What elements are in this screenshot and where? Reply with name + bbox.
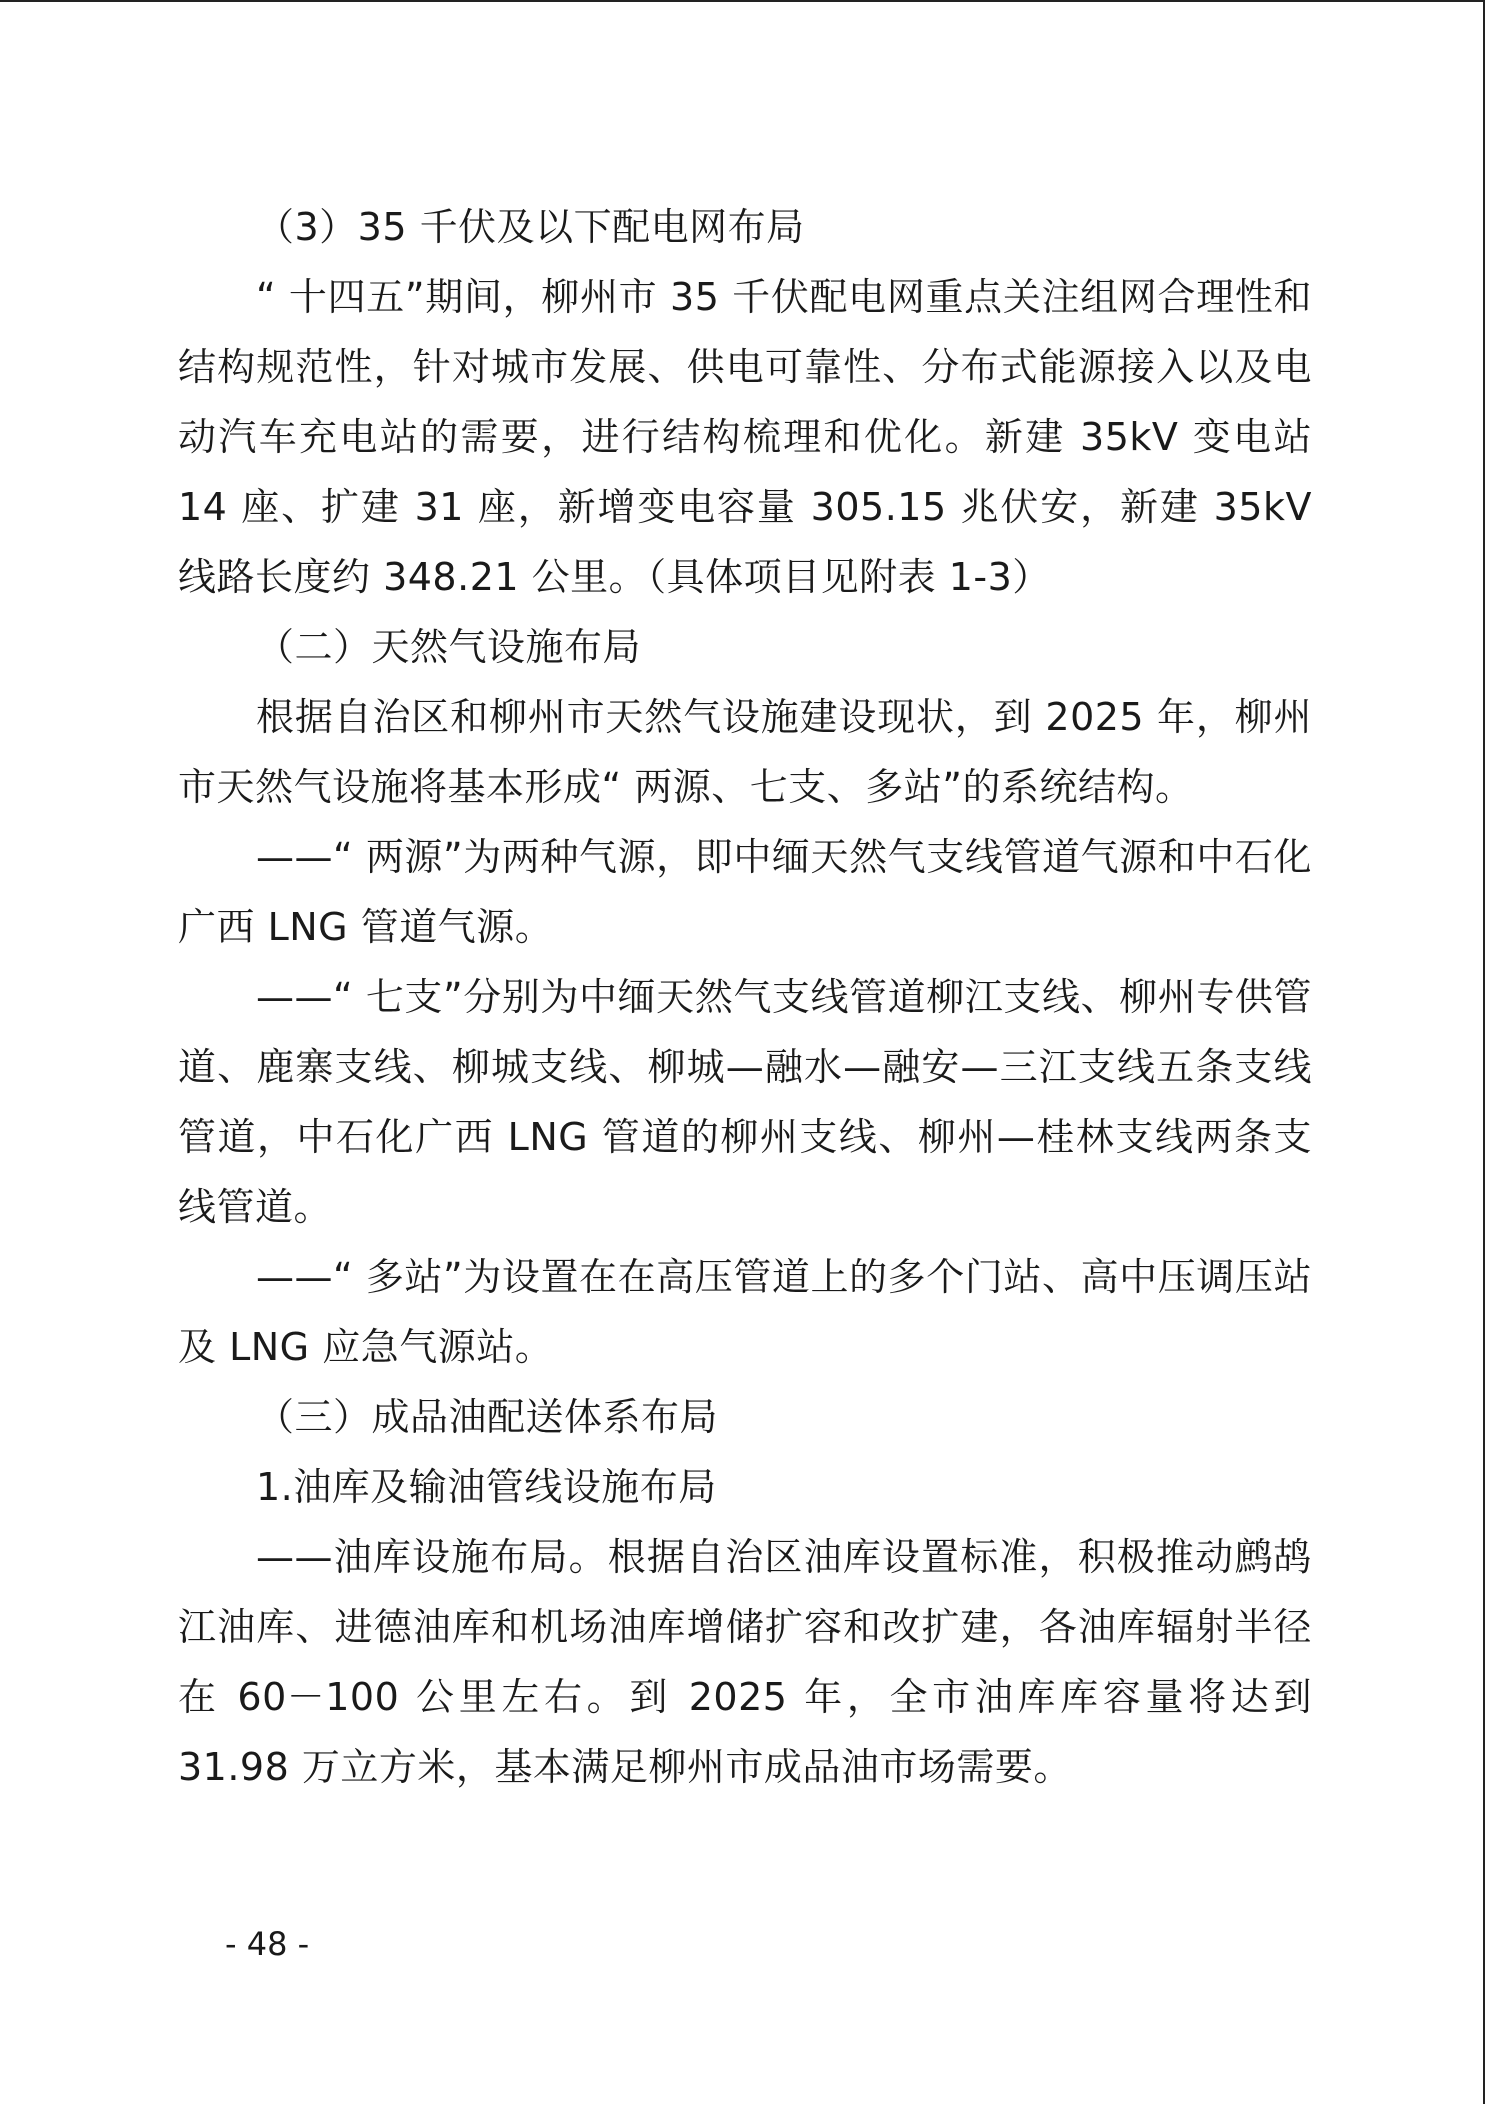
paragraph-multiple-stations: ——“ 多站”为设置在在高压管道上的多个门站、高中压调压站及 LNG 应急气源站。	[178, 1255, 1312, 1369]
heading-refined-oil-distribution: （三）成品油配送体系布局	[256, 1395, 719, 1439]
heading-35kv-distribution-layout: （3）35 千伏及以下配电网布局	[256, 205, 805, 249]
paragraph-natural-gas-overview: 根据自治区和柳州市天然气设施建设现状，到 2025 年，柳州市天然气设施将基本形成“ 两源、七支、多站”的系统结构。	[178, 695, 1312, 809]
paragraph-oil-depot-layout: ——油库设施布局。根据自治区油库设置标准，积极推动鹧鸪江油库、进德油库和机场油库增储扩容和改扩建，各油库辐射半径在 60－100 公里左右。到 2025 年，全市油库库容量将达到 31.98 万立方米，基本满足柳州市成品油市场需要。	[178, 1535, 1312, 1789]
document-body	[178, 192, 1312, 1802]
page-number: - 48 -	[225, 1925, 310, 1963]
paragraph-two-sources: ——“ 两源”为两种气源，即中缅天然气支线管道气源和中石化广西 LNG 管道气源。	[178, 835, 1312, 949]
paragraph-35kv-plan: “ 十四五”期间，柳州市 35 千伏配电网重点关注组网合理性和结构规范性，针对城市发展、供电可靠性、分布式能源接入以及电动汽车充电站的需要，进行结构梳理和优化。新建 35kV 变电站 14 座、扩建 31 座，新增变电容量 305.15 兆伏安，新建 35kV 线路长度约 348.21 公里。（具体项目见附表 1-3）	[178, 275, 1312, 599]
heading-oil-depot-pipeline: 1.油库及输油管线设施布局	[256, 1465, 717, 1509]
heading-natural-gas-layout: （二）天然气设施布局	[256, 625, 642, 669]
paragraph-seven-branches: ——“ 七支”分别为中缅天然气支线管道柳江支线、柳州专供管道、鹿寨支线、柳城支线、柳城—融水—融安—三江支线五条支线管道，中石化广西 LNG 管道的柳州支线、柳州—桂林支线两条支线管道。	[178, 975, 1312, 1229]
